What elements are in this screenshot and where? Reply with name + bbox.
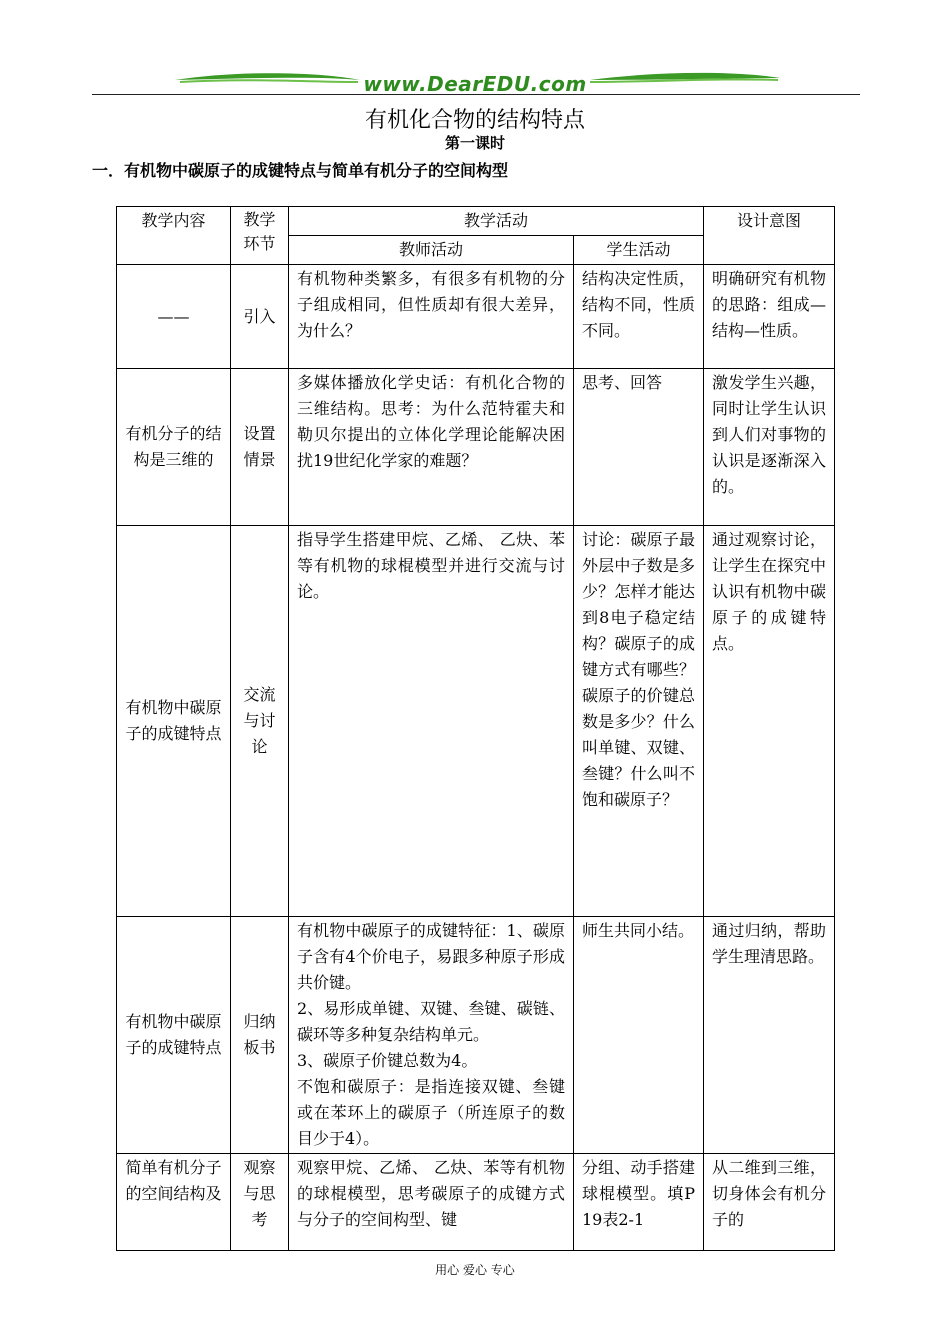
header-intent: 设计意图: [704, 207, 835, 265]
cell-student: 分组、动手搭建球棍模型。填P19表2-1: [574, 1154, 704, 1251]
page-footer: 用心 爱心 专心: [435, 1263, 515, 1277]
cell-student: 结构决定性质，结构不同，性质不同。: [574, 265, 704, 369]
cell-stage: 引入: [231, 265, 289, 369]
cell-stage: 归纳板书: [231, 917, 289, 1154]
lesson-plan-table: [116, 206, 835, 1251]
cell-student: 讨论：碳原子最外层中子数是多少？怎样才能达到8电子稳定结构？碳原子的成键方式有哪些？碳原子的价键总数是多少？什么叫单键、双键、叁键？什么叫不饱和碳原子？: [574, 526, 704, 917]
header-content: 教学内容: [117, 207, 231, 265]
cell-student: 师生共同小结。: [574, 917, 704, 1154]
header-rule: [92, 94, 860, 95]
cell-stage: 交流与讨论: [231, 526, 289, 917]
teacher-line: 不饱和碳原子：是指连接双键、叁键或在苯环上的碳原子（所连原子的数目少于4）。: [297, 1077, 565, 1148]
cell-teacher: 指导学生搭建甲烷、乙烯、 乙炔、苯等有机物的球棍模型并进行交流与讨论。: [289, 526, 574, 917]
section-heading: 一．有机物中碳原子的成键特点与简单有机分子的空间构型: [92, 161, 509, 180]
table-row: [117, 369, 835, 526]
site-url: www.DearEDU.com: [363, 72, 587, 96]
page-subtitle: 第一课时: [444, 134, 505, 152]
cell-teacher: 有机物种类繁多，有很多有机物的分子组成相同，但性质却有很大差异，为什么？: [289, 265, 574, 369]
cell-content: 有机分子的结构是三维的: [117, 369, 231, 526]
cell-stage: 观察与思考: [231, 1154, 289, 1251]
header-teacher: 教师活动: [289, 236, 574, 265]
cell-content: 简单有机分子的空间结构及: [117, 1154, 231, 1251]
table-row: [117, 265, 835, 369]
teacher-line: 3、碳原子价键总数为4。: [297, 1051, 478, 1070]
cell-content: 有机物中碳原子的成键特点: [117, 526, 231, 917]
site-banner: [90, 62, 860, 102]
cell-content: 有机物中碳原子的成键特点: [117, 917, 231, 1154]
page-title: 有机化合物的结构特点: [364, 108, 585, 133]
header-stage: 教学环节: [231, 207, 289, 265]
cell-teacher: 观察甲烷、乙烯、 乙炔、苯等有机物的球棍模型，思考碳原子的成键方式与分子的空间构型、键: [289, 1154, 574, 1251]
cell-intent: 通过观察讨论，让学生在探究中认识有机物中碳原子的成键特点。: [704, 526, 835, 917]
table-row: [117, 526, 835, 917]
header-activities: 教学活动: [289, 207, 704, 236]
teacher-line: 有机物中碳原子的成键特征：1、碳原子含有4个价电子，易跟多种原子形成共价键。: [297, 921, 565, 992]
cell-intent: 明确研究有机物的思路：组成—结构—性质。: [704, 265, 835, 369]
table-row: [117, 917, 835, 1154]
cell-content: ——: [117, 265, 231, 369]
header-student: 学生活动: [574, 236, 704, 265]
table-row: [117, 1154, 835, 1251]
cell-intent: 通过归纳，帮助学生理清思路。: [704, 917, 835, 1154]
cell-stage: 设置情景: [231, 369, 289, 526]
cell-teacher: 多媒体播放化学史话：有机化合物的三维结构。思考：为什么范特霍夫和勒贝尔提出的立体化学理论能解决困扰19世纪化学家的难题？: [289, 369, 574, 526]
cell-teacher: [289, 917, 574, 1154]
teacher-line: 2、易形成单键、双键、叁键、碳链、碳环等多种复杂结构单元。: [297, 999, 565, 1044]
cell-intent: 从二维到三维，切身体会有机分子的: [704, 1154, 835, 1251]
cell-intent: 激发学生兴趣，同时让学生认识到人们对事物的认识是逐渐深入的。: [704, 369, 835, 526]
cell-student: 思考、回答: [574, 369, 704, 526]
header-row: [117, 207, 835, 236]
